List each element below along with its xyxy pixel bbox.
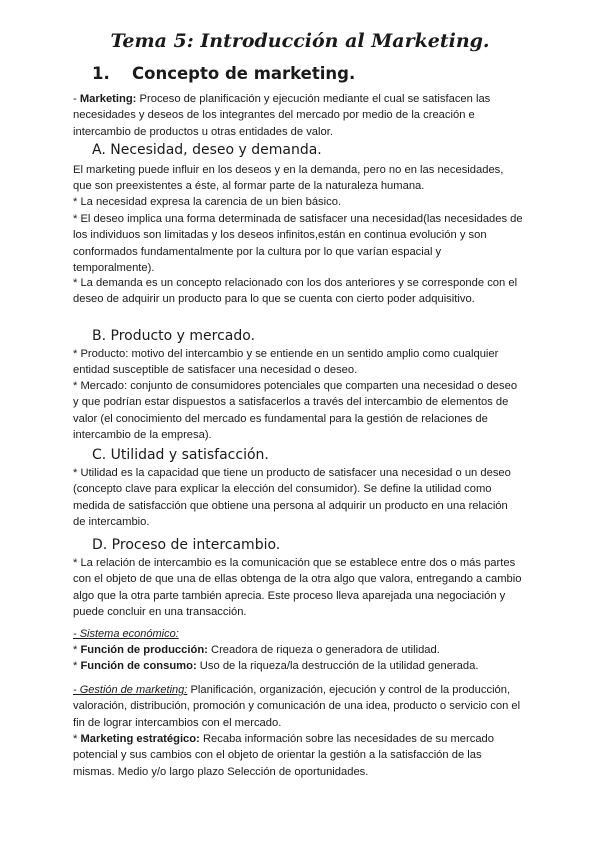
paragraph: * El deseo implica una forma determinada de satisfacer una necesidad(las necesidades de los individuos son limitadas y los deseos infinitos,están en continua evolución y son conformados fundamentalmente por la cultura por lo que varían espacial y temporalmente).: [73, 213, 523, 275]
heading-utilidad: C. Utilidad y satisfacción.: [92, 447, 269, 463]
page-title: Tema 5: Introducción al Marketing.: [110, 30, 490, 52]
section-number: 1.: [92, 64, 110, 83]
funcion-produccion: * Función de producción: Creadora de riqueza o generadora de utilidad.: [73, 644, 440, 656]
funcion-consumo: * Función de consumo: Uso de la riqueza/la destrucción de la utilidad generada.: [73, 660, 479, 672]
paragraph: * Mercado: conjunto de consumidores potenciales que comparten una necesidad o deseo y que podrían estar dispuestos a satisfacerlos a través del intercambio de elementos de valor (el conocimiento del mercado es fundamental para la gestión de relaciones de intercambio de la empresa).: [73, 380, 518, 442]
paragraph: * Producto: motivo del intercambio y se entiende en un sentido amplio como cualquier entidad susceptible de satisfacer una necesidad o deseo.: [73, 348, 499, 377]
heading-intercambio: D. Proceso de intercambio.: [92, 537, 281, 553]
sistema-label: - Sistema económico:: [73, 628, 179, 640]
section-heading-concepto: [92, 64, 355, 83]
paragraph: El marketing puede influir en los deseos y en la demanda, pero no en las necesidades, que son preexistentes a éste, al formar parte de la naturaleza humana.: [73, 164, 504, 193]
subsection-sistema: [73, 626, 523, 642]
gestion-label: - Gestión de marketing:: [73, 684, 188, 696]
marketing-term: Marketing:: [79, 93, 137, 105]
paragraph: * La demanda es un concepto relacionado con los dos anteriores y se corresponde con el deseo de adquirir un producto para lo que se cuenta con cierto poder adquisitivo.: [73, 277, 518, 306]
heading-producto: B. Producto y mercado.: [92, 328, 256, 344]
paragraph: * La relación de intercambio es la comunicación que se establece entre dos o más partes con el objeto de que una de ellas obtenga de la otra algo que valora, entregando a cambio algo que la otra parte también aprecia. Este proceso lleva aparejada una negociación y puede concluir en una transacción.: [73, 557, 522, 619]
paragraph: * Utilidad es la capacidad que tiene un producto de satisfacer una necesidad o un deseo (concepto clave para explicar la elección del consumidor). Se define la utilidad como medida de satisfacción que obtiene una persona al adquirir un producto en una relación de intercambio.: [73, 467, 511, 529]
paragraph: * La necesidad expresa la carencia de un bien básico.: [73, 196, 342, 208]
heading-necesidad: A. Necesidad, deseo y demanda.: [92, 142, 322, 158]
gestion-marketing: - Gestión de marketing: Planificación, organización, ejecución y control de la producción, valoración, distribución, promoción y comunicación de una idea, producto o servicio con el fin de lograr intercambios con el mercado.: [73, 684, 521, 729]
marketing-estrategico: * Marketing estratégico: Recaba información sobre las necesidades de su mercado potencial y sus cambios con el objeto de orientar la gestión a la satisfacción de las mismas. Medio y/o largo plazo Selección de oportunidades.: [73, 733, 494, 778]
marketing-definition: - Marketing: Proceso de planificación y ejecución mediante el cual se satisfacen las necesidades y deseos de los integrantes del mercado por medio de la creación e intercambio de productos u otras entidades de valor.: [73, 93, 491, 138]
section-title: Concepto de marketing.: [132, 64, 356, 83]
